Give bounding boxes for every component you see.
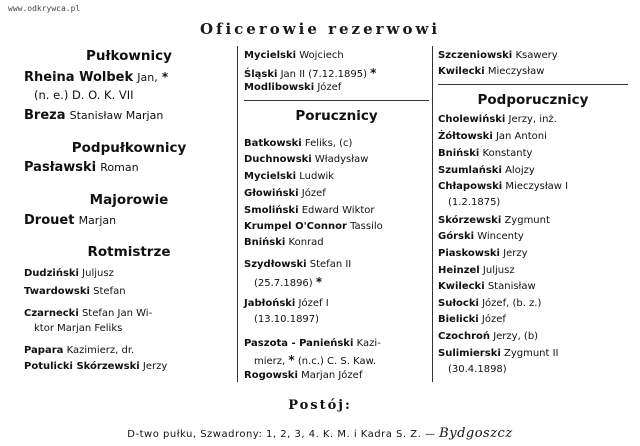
surname: Papara — [24, 345, 64, 356]
heading-podpulkownicy: Podpułkownicy — [71, 140, 187, 156]
given-names: Feliks, (c) — [304, 138, 353, 149]
given-names: Jerzy, inż. — [508, 114, 557, 125]
entry — [244, 237, 429, 248]
section-rule — [438, 84, 628, 85]
entry — [244, 66, 429, 80]
surname: Duchnowski — [244, 154, 312, 165]
entry-continuation: ktor Marjan Feliks — [34, 323, 123, 334]
entry — [244, 171, 429, 182]
surname: Mycielski — [244, 171, 297, 182]
unit-note: (n.c.) C. S. Kaw. — [297, 356, 377, 367]
surname: Batkowski — [244, 138, 302, 149]
surname: Bielicki — [438, 314, 479, 325]
column-divider — [432, 46, 433, 382]
entry — [244, 298, 429, 309]
entry — [438, 348, 628, 359]
surname: Rogowski — [244, 370, 298, 381]
surname: Potulicki Skórzewski — [24, 361, 140, 372]
heading-rotmistrze: Rotmistrze — [87, 244, 171, 260]
entry — [438, 165, 628, 176]
surname: Szydłowski — [244, 259, 307, 270]
entry — [438, 281, 628, 292]
given-names: Wincenty — [477, 231, 524, 242]
surname: Śląski — [244, 69, 278, 80]
surname: Piaskowski — [438, 248, 500, 259]
star-mark: * — [370, 66, 377, 80]
surname: Drouet — [24, 213, 75, 228]
surname: Pasławski — [24, 160, 97, 175]
surname: Twardowski — [24, 286, 90, 297]
given-names: Ksawery — [515, 50, 558, 61]
given-names: Mieczysław — [487, 66, 545, 77]
surname: Sułocki — [438, 298, 479, 309]
entry — [24, 308, 234, 319]
given-names: Kazi- — [356, 338, 381, 349]
given-names: Marjan Józef — [301, 370, 363, 381]
entry — [438, 131, 628, 142]
entry — [244, 82, 429, 93]
entry — [244, 205, 429, 216]
given-names: Edward Wiktor — [301, 205, 375, 216]
given-names: Tassilo — [350, 221, 383, 232]
entry-continuation: (1.2.1875) — [448, 197, 501, 208]
entry — [438, 181, 628, 192]
entry — [244, 338, 429, 349]
footer-text: D-two pułku, Szwadrony: 1, 2, 3, 4. K. M. i Kadra S. Z. — — [127, 429, 436, 440]
entry — [438, 331, 628, 342]
given-names: Stanisław Marjan — [69, 109, 164, 122]
entry — [438, 248, 628, 259]
given-names: Marjan — [78, 214, 117, 227]
given-names: Konstanty — [482, 148, 533, 159]
given-names: Alojzy — [505, 165, 535, 176]
entry — [438, 231, 628, 242]
star-mark: * — [288, 353, 295, 367]
surname: Bniński — [438, 148, 480, 159]
given-names: Jerzy, (b) — [493, 331, 539, 342]
surname: Bniński — [244, 237, 286, 248]
given-names: Roman — [100, 161, 139, 174]
given-names: Jerzy — [142, 361, 168, 372]
given-names: Józef — [317, 82, 342, 93]
surname: Smoliński — [244, 205, 299, 216]
star-mark: * — [161, 70, 169, 84]
entry — [24, 160, 234, 175]
surname: Jabłoński — [244, 298, 296, 309]
surname: Dudziński — [24, 268, 79, 279]
given-names: Juljusz — [482, 265, 515, 276]
entry — [438, 298, 628, 309]
surname: Kwilecki — [438, 66, 485, 77]
given-names: Juljusz — [82, 268, 114, 279]
entry — [24, 70, 234, 85]
heading-podporucznicy: Podporucznicy — [477, 92, 589, 108]
surname: Szczeniowski — [438, 50, 513, 61]
entry-continuation — [244, 353, 429, 367]
surname: Skórzewski — [438, 215, 502, 226]
entry — [24, 361, 234, 372]
entry-continuation — [244, 275, 429, 289]
watermark: www.odkrywca.pl — [8, 4, 81, 13]
given-names: Wojciech — [299, 50, 344, 61]
entry — [244, 221, 429, 232]
given-names: Józef — [481, 314, 506, 325]
given-names: Stefan — [93, 286, 126, 297]
entry — [244, 259, 429, 270]
surname: Szumlański — [438, 165, 502, 176]
footer-city: Bydgoszcz — [439, 426, 513, 441]
birth-date: (25.7.1896) — [254, 278, 313, 289]
given-names: Józef, (b. z.) — [482, 298, 542, 309]
surname: Chłapowski — [438, 181, 503, 192]
surname: Paszota - Panieński — [244, 338, 354, 349]
star-mark: * — [315, 275, 323, 289]
surname: Krumpel O'Connor — [244, 221, 347, 232]
entry — [438, 215, 628, 226]
entry — [438, 114, 628, 125]
surname: Cholewiński — [438, 114, 506, 125]
heading-pulkownicy: Pułkownicy — [86, 48, 172, 64]
surname: Mycielski — [244, 50, 297, 61]
given-names: Kazimierz, dr. — [66, 345, 135, 356]
entry-continuation: (n. e.) D. O. K. VII — [34, 88, 134, 102]
given-names: Jan, — [137, 71, 158, 84]
surname: Heinzel — [438, 265, 480, 276]
entry-continuation: (13.10.1897) — [254, 314, 320, 325]
surname: Sulimierski — [438, 348, 501, 359]
entry — [24, 345, 234, 356]
entry — [438, 66, 628, 77]
entry — [24, 268, 234, 279]
given-names: Jan Antoni — [495, 131, 547, 142]
heading-porucznicy: Porucznicy — [295, 108, 378, 124]
given-names: Zygmunt II — [503, 348, 559, 359]
entry — [438, 50, 628, 61]
given-names: Józef I — [298, 298, 329, 309]
surname: Głowiński — [244, 188, 299, 199]
surname: Rheina Wolbek — [24, 70, 134, 85]
page-title: Oficerowie rezerwowi — [199, 20, 441, 38]
entry — [244, 188, 429, 199]
given-names: Jan II (7.12.1895) — [280, 69, 367, 80]
entry-continuation: (30.4.1898) — [448, 364, 507, 375]
surname: Breza — [24, 108, 66, 123]
footer-heading: Postój: — [288, 398, 352, 413]
given-names: Zygmunt — [504, 215, 550, 226]
surname: Czarnecki — [24, 308, 79, 319]
surname: Kwilecki — [438, 281, 485, 292]
surname: Górski — [438, 231, 475, 242]
section-rule — [244, 100, 429, 101]
entry — [24, 286, 234, 297]
column-divider — [237, 46, 238, 382]
given-names: Konrad — [288, 237, 324, 248]
surname: Modlibowski — [244, 82, 315, 93]
footer-line — [0, 426, 640, 441]
entry — [244, 138, 429, 149]
given-names: Stefan II — [309, 259, 352, 270]
entry — [244, 154, 429, 165]
entry — [438, 314, 628, 325]
surname: Czochroń — [438, 331, 490, 342]
given-names: Józef — [301, 188, 326, 199]
given-names: Stefan Jan Wi- — [81, 308, 153, 319]
entry — [24, 108, 234, 123]
entry — [244, 50, 429, 61]
given-names: Ludwik — [299, 171, 335, 182]
entry — [438, 148, 628, 159]
given-names: Stanisław — [487, 281, 536, 292]
given-names: Mieczysław I — [505, 181, 569, 192]
heading-majorowie: Majorowie — [89, 192, 169, 208]
entry — [244, 370, 429, 381]
surname: Żółtowski — [438, 131, 493, 142]
given-names: Jerzy — [503, 248, 528, 259]
given-names: Władysław — [314, 154, 369, 165]
given-names-cont: mierz, — [254, 356, 286, 367]
entry — [438, 265, 628, 276]
entry — [24, 213, 234, 228]
